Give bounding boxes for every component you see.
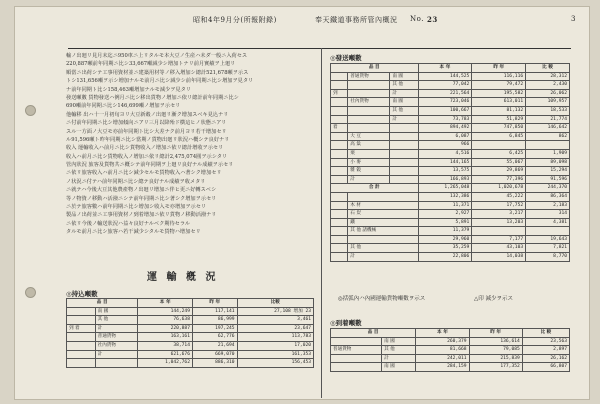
section-title: 運 輸 槪 況 xyxy=(147,272,219,283)
col-header: 昨 年 xyxy=(472,64,526,73)
text-line: スル一方面ノ大豆モ亦前年同期ト比シ大差ナク前月ヨリ若干增加セリ xyxy=(66,128,227,135)
table-row: 普通貨物 163,161 62,776 113,783 xyxy=(67,333,314,342)
table-row: 栗 4,516 6,425 1,909 xyxy=(331,149,570,158)
carried-table xyxy=(66,298,314,368)
header-date: 昭和4年9月分(所報附錄) xyxy=(193,16,277,24)
text-line: トシ131,656噸ヲ示シ増加ナルモ前月ニ比シ減少シ前年同期ニ比シ増加ヲ見タリ xyxy=(66,78,254,85)
header-no-label: No. xyxy=(410,15,424,23)
col-header: 昨 年 xyxy=(469,329,522,338)
text-line: ナ前年同期ト比シ158,463噸増加ナルモ減少ヲ見タリ xyxy=(66,86,191,93)
header-title: 奉天鐵道事務所管內概況 xyxy=(315,16,398,24)
col-header: 比 較 xyxy=(526,64,570,73)
text-line: 收入ハ前月ニ比シ貨物收入ノ增加ニ依リ總計2,475,074圓ヲ示シタリ xyxy=(66,153,228,160)
table-row: 計 73,783 51,829 21,774 xyxy=(331,115,570,124)
col-header: 本 年 xyxy=(416,329,469,338)
table-row: 南 國 284,159 177,352 66,807 xyxy=(331,363,570,372)
text-line: 220,887噸前年同期ニ比シ33,667噸減少シ増加トナリ前月實績ヲ上廻リ xyxy=(66,61,236,68)
text-line: 順當ニ出荷シテ工事用資材並ニ建築用材等ノ移入増加シ總計521,678噸ヲ示ス xyxy=(66,69,249,76)
table-row: 南 國 144,249 117,141 27,108 增加 23 xyxy=(67,307,314,316)
table-row: 其 他 77,042 79,472 2,430 xyxy=(331,81,570,90)
text-line: 收入 運輸收入ハ前月ニ比シ貨物收入ノ增加ニ依リ總計增收ヲ示セリ xyxy=(66,145,224,152)
table-row: 小 麥 144,165 55,067 89,098 xyxy=(331,158,570,167)
table-row: 計 22,806 14,038 8,770 xyxy=(331,253,570,262)
header-rule xyxy=(68,48,571,49)
binder-hole xyxy=(25,287,36,298)
table-row: 1,042,762 886,310 156,453 xyxy=(67,359,314,368)
table-row: 到 着 計 220,887 197,245 23,647 xyxy=(67,324,314,333)
text-line: ニ就テハ今後大豆其他農產物ノ出廻リ增加ニ伴ヒ更ニ好轉スベシ xyxy=(66,187,217,194)
table-row: 其 他 35,259 43,103 7,821 xyxy=(331,244,570,253)
table-row: 其 他 100,667 81,132 18,533 xyxy=(331,106,570,115)
table-title-dispatched: ◎發送噸數 xyxy=(330,54,362,62)
binder-hole xyxy=(25,105,36,116)
table-row: 普通貨物 南 國 144,525 116,116 28,312 xyxy=(331,72,570,81)
table-row: 普通貨物 其 他 81,668 79,085 2,897 xyxy=(331,346,570,355)
header-no-value: 23 xyxy=(427,15,438,24)
col-header: 品 目 xyxy=(331,64,419,73)
text-line: 製品ノ出荷並ニ工事用資材ノ到着增加ニ依リ貨物ノ移動活潑ナリ xyxy=(66,212,217,219)
text-line: ニ依リ今後ノ輸送狀況ハ益々良好ナルベク期待セラル xyxy=(66,220,191,227)
table-title-carried: ◎持込噸數 xyxy=(66,290,98,298)
col-header: 比較 xyxy=(237,299,314,308)
footnote: ◎括弧內ハ內國運輸貨物噸數ヲ示ス xyxy=(338,296,426,302)
table-row: 計 242,011 215,839 26,162 xyxy=(331,354,570,363)
table-row: 其 他 76,638 86,999 3,461 xyxy=(67,316,314,325)
col-header: 比 較 xyxy=(522,329,569,338)
text-line: 等ノ物資ノ移動ハ活潑ニシテ前年同期ニ比シ著シク增加ヲ示セリ xyxy=(66,195,217,202)
col-header: 昨 年 xyxy=(192,299,237,308)
col-header: 品 目 xyxy=(331,329,416,338)
table-row: 南 國 260,379 136,614 23,563 xyxy=(331,337,570,346)
table-row: 計 621,676 669,070 161,353 xyxy=(67,350,314,359)
table-row: 雜 穀 13,575 29,869 15,294 xyxy=(331,167,570,176)
table-row: 到 計 221,564 195,582 26,062 xyxy=(331,89,570,98)
text-line: ニ於テ旅客數ハ前年同期ニ比シ增加シ收入モ亦增加ヲ示セリ xyxy=(66,204,207,211)
text-line: ル91,596噸ト昨年同期ニ比シ當期ノ貨物出廻リ狀況ハ概シテ良好ナリ xyxy=(66,136,230,143)
text-line: ノ状況ニ付テハ前年同期ニ比シ總テ良好ナル成績ヲ收メタリ xyxy=(66,178,206,185)
table-row: 其 他 諸機械 11,379 xyxy=(331,227,570,236)
table-row: 木 材 11,371 17,752 2,183 xyxy=(331,201,570,210)
table-row: 社內貨物 38,714 21,694 17,020 xyxy=(67,341,314,350)
text-line: タルモ前月ニ比シ旅客ハ若干減少シタルモ貨物ハ增加セリ xyxy=(66,229,201,236)
arrived-table xyxy=(330,328,570,372)
table-row: 大 豆 6,087 6,845 862 xyxy=(331,132,570,141)
table-row: 計 166,893 77,396 91,596 xyxy=(331,175,570,184)
text-line: ニ依リ旅客收入ハ前月ニ比シ減少セルモ貨物收入ハ著シク增加セリ xyxy=(66,170,222,177)
col-header: 本 年 xyxy=(138,299,193,308)
table-row: 石 炭 2,927 3,217 314 xyxy=(331,210,570,219)
text-line: 他輸移 出ハ十一月初旬ヨリ大豆新穀ノ出廻リ漸ク增加スベキ見込ナリ xyxy=(66,111,229,118)
table-row: 高 粱 966 xyxy=(331,141,570,150)
page-number: 3 xyxy=(571,15,576,23)
text-line: 管內狀況 旅客及貨物共ニ概シテ前年同期ヲ上廻リ良好ナル成績ヲ示セリ xyxy=(66,162,234,169)
table-title-arrived: ◎到着噸數 xyxy=(330,319,362,327)
text-line: 發送噸數 貨物發送ハ例月ニ比シ移出貨物ノ增加ニ依リ總計前年同期ニ比シ xyxy=(66,94,239,101)
table-row: 鐵 5,891 13,203 4,381 xyxy=(331,218,570,227)
table-row: 29,960 7,177 19,643 xyxy=(331,235,570,244)
table-row: 着 894,492 747,850 146,642 xyxy=(331,124,570,133)
table-row: 社內貨物 南 國 723,046 613,011 109,957 xyxy=(331,98,570,107)
report-text xyxy=(66,52,311,237)
column-divider xyxy=(321,48,322,398)
table-row: 132,386 45,222 86,364 xyxy=(331,192,570,201)
text-line: ニ付前年同期ニ比シ增加傾向ニアリ三月以降殆ド横這ヒノ状態ニアリ xyxy=(66,120,227,127)
text-line: 690噸前年同期ニ比シ146,699噸ノ增加ヲ示セリ xyxy=(66,103,181,110)
text-line: 輸ノ出廻リ見月末迄ニ950車ニ上リタルモ本大豆ノ生産ハ未ダ一般ニ入荷セス xyxy=(66,53,248,59)
col-header: 品 目 xyxy=(67,299,138,308)
dispatched-table xyxy=(330,63,570,262)
total-row: 合 計 1,265,048 1,020,678 244,370 xyxy=(331,184,570,193)
footnote: △印 減少ヲ示ス xyxy=(474,296,513,302)
col-header: 本 年 xyxy=(418,64,472,73)
